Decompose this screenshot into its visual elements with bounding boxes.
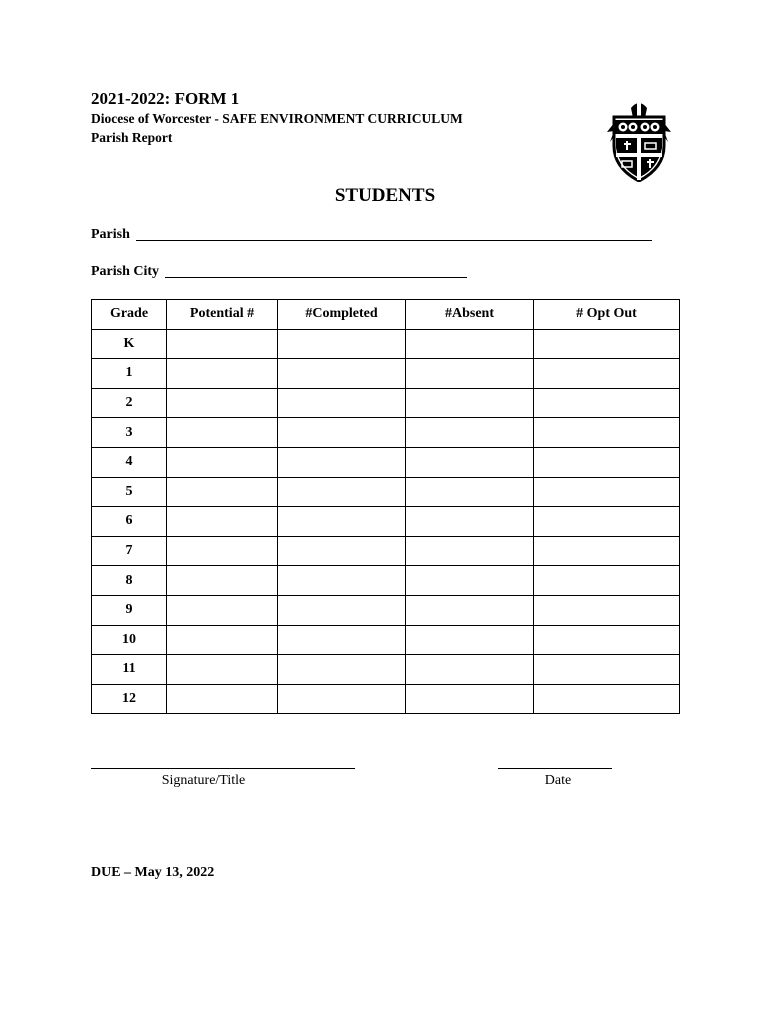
date-line[interactable]: [498, 768, 612, 769]
table-row: [92, 507, 680, 537]
column-header-opt-out: # Opt Out: [534, 300, 680, 330]
completed-cell[interactable]: [278, 477, 406, 507]
table-row: [92, 359, 680, 389]
completed-cell[interactable]: [278, 329, 406, 359]
grade-cell: 3: [92, 418, 167, 448]
potential-cell[interactable]: [167, 329, 278, 359]
absent-cell[interactable]: [406, 655, 534, 685]
completed-cell[interactable]: [278, 625, 406, 655]
grade-cell: 11: [92, 655, 167, 685]
opt-out-cell[interactable]: [534, 418, 680, 448]
section-heading: STUDENTS: [334, 185, 436, 206]
absent-cell[interactable]: [406, 329, 534, 359]
parish-input-line[interactable]: [136, 228, 652, 241]
opt-out-cell[interactable]: [534, 684, 680, 714]
table-row: [92, 625, 680, 655]
grade-cell: 10: [92, 625, 167, 655]
completed-cell[interactable]: [278, 507, 406, 537]
completed-cell[interactable]: [278, 655, 406, 685]
completed-cell[interactable]: [278, 388, 406, 418]
column-header-absent: #Absent: [406, 300, 534, 330]
column-header-grade: Grade: [92, 300, 167, 330]
absent-cell[interactable]: [406, 507, 534, 537]
opt-out-cell[interactable]: [534, 625, 680, 655]
absent-cell[interactable]: [406, 359, 534, 389]
completed-cell[interactable]: [278, 536, 406, 566]
absent-cell[interactable]: [406, 536, 534, 566]
potential-cell[interactable]: [167, 359, 278, 389]
opt-out-cell[interactable]: [534, 536, 680, 566]
table-row: [92, 536, 680, 566]
grade-cell: 2: [92, 388, 167, 418]
column-header-completed: #Completed: [278, 300, 406, 330]
grade-cell: 12: [92, 684, 167, 714]
completed-cell[interactable]: [278, 447, 406, 477]
table-row: [92, 477, 680, 507]
opt-out-cell[interactable]: [534, 359, 680, 389]
completed-cell[interactable]: [278, 359, 406, 389]
absent-cell[interactable]: [406, 388, 534, 418]
absent-cell[interactable]: [406, 447, 534, 477]
parish-label: Parish: [91, 227, 130, 242]
potential-cell[interactable]: [167, 625, 278, 655]
table-row: [92, 388, 680, 418]
signature-line[interactable]: [91, 768, 355, 769]
potential-cell[interactable]: [167, 684, 278, 714]
opt-out-cell[interactable]: [534, 477, 680, 507]
table-row: [92, 447, 680, 477]
potential-cell[interactable]: [167, 595, 278, 625]
absent-cell[interactable]: [406, 595, 534, 625]
form-title: 2021-2022: FORM 1: [91, 89, 240, 108]
completed-cell[interactable]: [278, 566, 406, 596]
grade-cell: 8: [92, 566, 167, 596]
parish-city-input-line[interactable]: [165, 265, 467, 278]
table-row: [92, 566, 680, 596]
parish-field: [91, 226, 652, 244]
completed-cell[interactable]: [278, 684, 406, 714]
absent-cell[interactable]: [406, 418, 534, 448]
grade-cell: 7: [92, 536, 167, 566]
due-date-text: DUE – May 13, 2022: [91, 865, 215, 880]
grade-table: [91, 299, 680, 714]
potential-cell[interactable]: [167, 388, 278, 418]
table-row: [92, 655, 680, 685]
grade-cell: 1: [92, 359, 167, 389]
potential-cell[interactable]: [167, 507, 278, 537]
potential-cell[interactable]: [167, 655, 278, 685]
opt-out-cell[interactable]: [534, 566, 680, 596]
grade-cell: 9: [92, 595, 167, 625]
absent-cell[interactable]: [406, 477, 534, 507]
column-header-potential: Potential #: [167, 300, 278, 330]
form-subtitle: Diocese of Worcester - SAFE ENVIRONMENT CURRICULUM: [91, 111, 463, 126]
opt-out-cell[interactable]: [534, 447, 680, 477]
date-label: Date: [544, 773, 572, 788]
parish-city-label: Parish City: [91, 264, 160, 279]
completed-cell[interactable]: [278, 595, 406, 625]
parish-city-field: [91, 263, 467, 281]
grade-cell: 4: [92, 447, 167, 477]
grade-cell: 5: [92, 477, 167, 507]
table-row: [92, 595, 680, 625]
signature-label: Signature/Title: [161, 773, 246, 788]
absent-cell[interactable]: [406, 684, 534, 714]
opt-out-cell[interactable]: [534, 507, 680, 537]
coat-of-arms-icon: [604, 98, 674, 182]
diocese-seal-logo: [604, 98, 674, 182]
absent-cell[interactable]: [406, 566, 534, 596]
absent-cell[interactable]: [406, 625, 534, 655]
opt-out-cell[interactable]: [534, 655, 680, 685]
grade-cell: K: [92, 329, 167, 359]
potential-cell[interactable]: [167, 418, 278, 448]
table-body: [92, 329, 680, 714]
table-row: [92, 418, 680, 448]
table-header-row: [92, 300, 680, 330]
opt-out-cell[interactable]: [534, 329, 680, 359]
report-type: Parish Report: [91, 130, 173, 145]
grade-cell: 6: [92, 507, 167, 537]
opt-out-cell[interactable]: [534, 388, 680, 418]
table-row: [92, 329, 680, 359]
opt-out-cell[interactable]: [534, 595, 680, 625]
potential-cell[interactable]: [167, 477, 278, 507]
potential-cell[interactable]: [167, 447, 278, 477]
potential-cell[interactable]: [167, 536, 278, 566]
potential-cell[interactable]: [167, 566, 278, 596]
table-row: [92, 684, 680, 714]
completed-cell[interactable]: [278, 418, 406, 448]
